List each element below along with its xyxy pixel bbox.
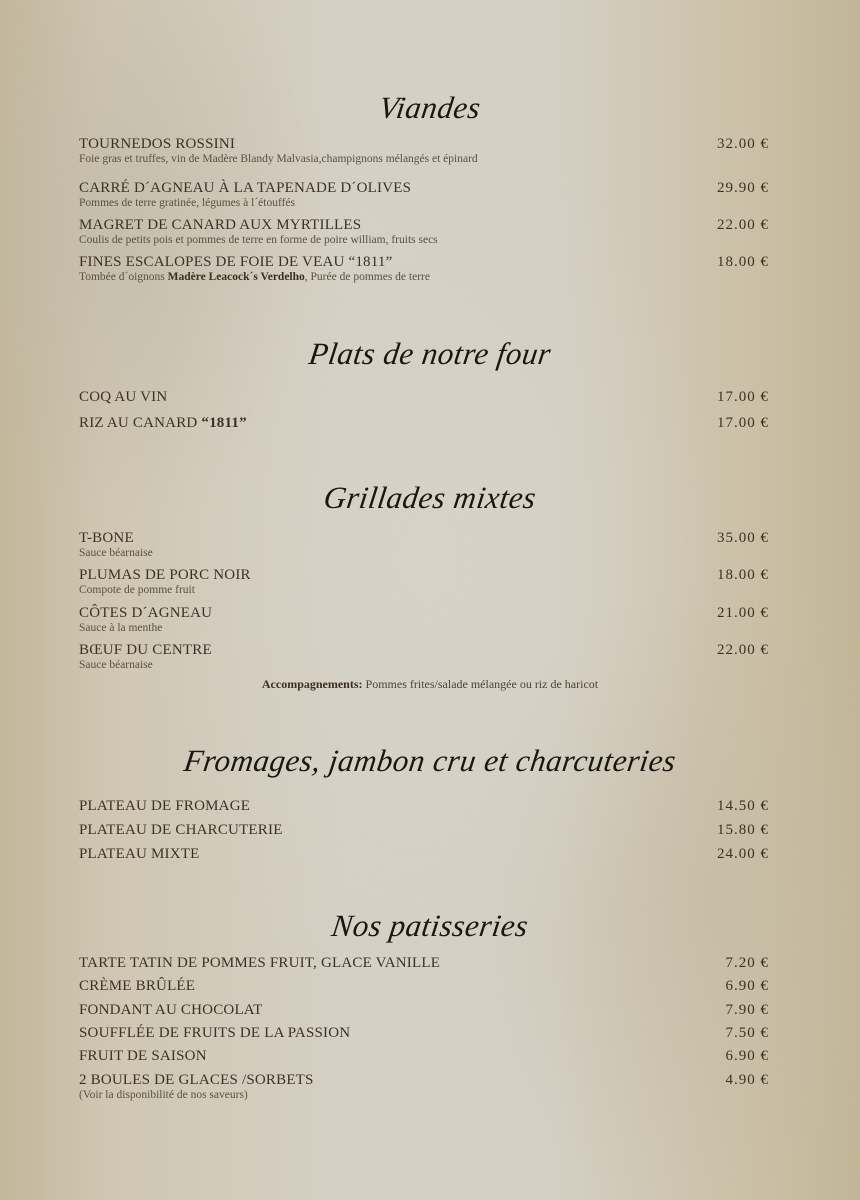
menu-item [79,415,769,432]
menu-item [79,136,769,166]
menu-item [79,605,769,635]
menu-item [79,567,769,597]
menu-item [79,955,769,972]
item-price: 14.50 € [717,798,769,814]
menu-item [79,1002,769,1019]
item-price: 18.00 € [717,254,769,270]
item-description: (Voir la disponibilité de nos saveurs) [79,1089,248,1101]
item-name [79,415,769,432]
item-price: 24.00 € [717,846,769,862]
item-name: TOURNEDOS ROSSINI [79,136,236,152]
desc-text: , Purée de pommes de terre [304,271,430,283]
item-price: 32.00 € [717,136,769,152]
note-label: Accompagnements: [261,677,363,691]
item-price: 18.00 € [717,567,769,583]
menu-item [79,798,769,815]
item-name: COQ AU VIN [79,389,168,405]
item-price: 7.50 € [725,1025,769,1041]
item-name: PLATEAU DE CHARCUTERIE [79,822,283,838]
item-name: PLATEAU MIXTE [79,846,200,862]
desc-bold-text: Madère Leacock´s Verdelho [167,271,305,283]
menu-item [79,217,769,247]
section-title-grillades: Grillades mixtes [321,480,539,515]
item-description [79,271,769,284]
item-price: 4.90 € [725,1072,769,1088]
item-name: PLUMAS DE PORC NOIR [79,567,251,583]
accompaniments-note [0,677,860,692]
menu-item [79,1025,769,1042]
item-name: 2 BOULES DE GLACES /SORBETS [79,1072,314,1088]
item-price: 21.00 € [717,605,769,621]
item-name: BŒUF DU CENTRE [79,642,212,658]
item-price: 17.00 € [717,389,769,405]
desc-text: Tombée d´oignons [79,271,168,283]
item-price: 7.20 € [725,955,769,971]
item-name: FRUIT DE SAISON [79,1048,207,1064]
menu-item [79,822,769,839]
item-name: TARTE TATIN DE POMMES FRUIT, GLACE VANILLE [79,955,441,971]
menu-item [79,254,769,284]
item-price: 29.90 € [717,180,769,196]
item-price: 17.00 € [717,415,769,431]
section-title-four: Plats de notre four [306,336,554,371]
item-description: Pommes de terre gratinée, légumes à l´étouffés [79,197,295,209]
menu-item [79,978,769,995]
menu-item [79,389,769,406]
section-title-patisseries: Nos patisseries [329,908,531,943]
item-description: Sauce béarnaise [79,547,153,559]
item-description: Sauce béarnaise [79,659,153,671]
item-name: CARRÉ D´AGNEAU À LA TAPENADE D´OLIVES [79,180,412,196]
section-title-viandes: Viandes [377,90,484,125]
item-price: 6.90 € [725,1048,769,1064]
item-name: CRÈME BRÛLÉE [79,978,196,994]
item-price: 35.00 € [717,530,769,546]
item-name: FONDANT AU CHOCOLAT [79,1002,263,1018]
item-name: MAGRET DE CANARD AUX MYRTILLES [79,217,362,233]
item-name: FINES ESCALOPES DE FOIE DE VEAU “1811” [79,254,393,270]
item-name: T-BONE [79,530,134,546]
item-description: Foie gras et truffes, vin de Madère Blandy Malvasia,champignons mélangés et épinard [79,153,478,165]
menu-item [79,180,769,210]
item-price: 15.80 € [717,822,769,838]
menu-item [79,530,769,560]
section-title-fromages: Fromages, jambon cru et charcuteries [181,743,679,778]
note-text: Pommes frites/salade mélangée ou riz de haricot [362,677,599,691]
item-name: CÔTES D´AGNEAU [79,605,213,621]
name-bold-text: “1811” [201,415,247,431]
item-price: 6.90 € [725,978,769,994]
name-text: RIZ AU CANARD [79,415,202,431]
item-description: Compote de pomme fruit [79,584,195,596]
item-price: 22.00 € [717,217,769,233]
item-description: Coulis de petits pois et pommes de terre en forme de poire william, fruits secs [79,234,438,246]
menu-item [79,846,769,863]
item-price: 22.00 € [717,642,769,658]
item-name: SOUFFLÉE DE FRUITS DE LA PASSION [79,1025,351,1041]
item-description: Sauce à la menthe [79,622,163,634]
menu-item [79,1048,769,1065]
item-price: 7.90 € [725,1002,769,1018]
menu-item [79,1072,769,1102]
menu-item [79,642,769,672]
item-name: PLATEAU DE FROMAGE [79,798,251,814]
